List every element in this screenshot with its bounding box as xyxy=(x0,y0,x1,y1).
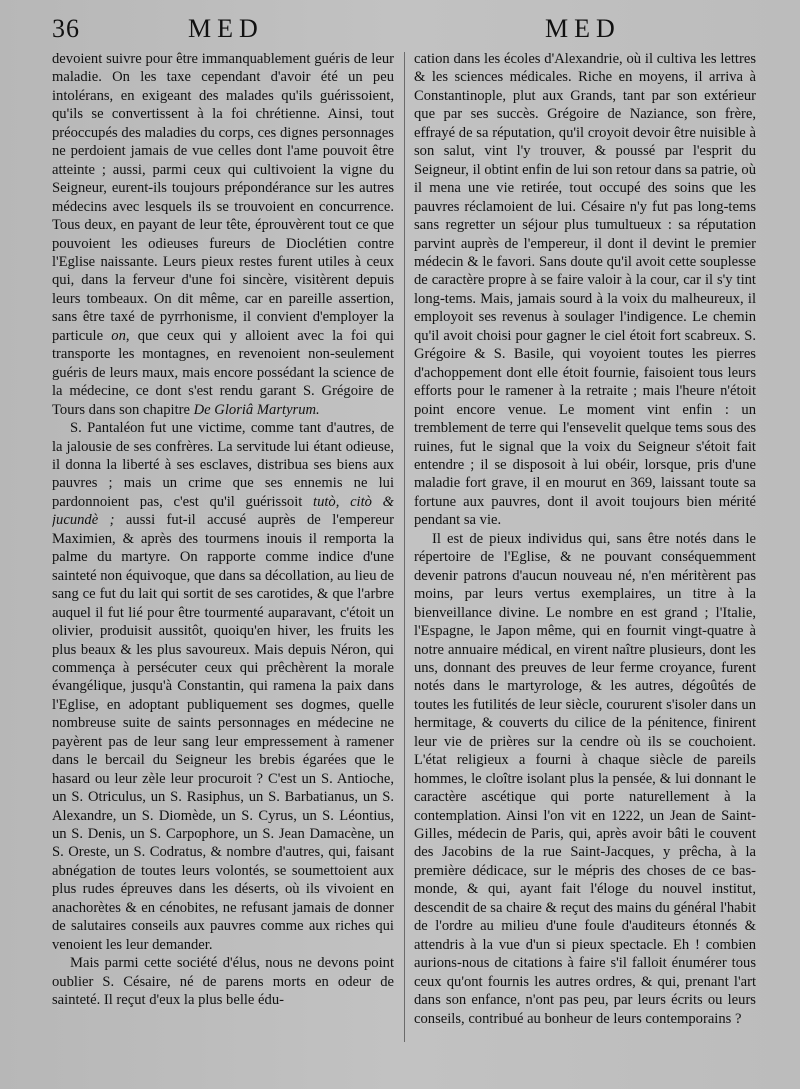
running-header xyxy=(0,14,800,50)
paragraph: devoient suivre pour être immanquablement guéris de leur maladie. On les taxe cependant d'avoir été un peu intolérans, en exigeant des malades qu'ils guérissoient, qu'ils se convertissent à la foi chrétienne. Ainsi, tout préoccupés des maladies du corps, ces dignes personnages ne perdoient jamais de vue celles dont l'ame pouvoit être atteinte ; aussi, parmi ceux qui cultivoient la vigne du Seigneur, eurent-ils toujours prépondérance sur les autres médecins avec lesquels ils se trouvoient en concurrence. Tous deux, en payant de leur tête, éprouvèrent tout ce que pouvoient les odieuses fureurs de Dioclétien contre l'Eglise naissante. Leurs pieux restes furent utiles à ceux qui, dans la ferveur d'une foi sincère, visitèrent depuis leurs tombeaux. On dit même, car en pareille assertion, sans être taxé de pyrrhonisme, il convient d'employer la particule on, que ceux qui y alloient avec la foi qui transporte les montagnes, en revenoient non-seulement guéris de leurs maux, mais encore possédant la science de la médecine, ce dont s'est rendu garant S. Grégoire de Tours dans son chapitre De Gloriâ Martyrum. xyxy=(52,51,394,418)
header-right-title: MED xyxy=(545,14,621,43)
paragraph: Mais parmi cette société d'élus, nous ne devons point oublier S. Césaire, né de parens morts en odeur de sainteté. Il reçut d'eux la plus belle édu- xyxy=(52,955,394,1009)
paragraph: cation dans les écoles d'Alexandrie, où il cultiva les lettres & les sciences médicales. Riche en moyens, il arriva à Constantinople, plut aux Grands, tant par son extérieur que par ses succès. Grégoire de Naziance, son frère, effrayé de sa réputation, qu'il croyoit devoir être nuisible à son salut, vint l'y trouver, & poussé par l'esprit du Seigneur, il obtint enfin de lui son retour dans sa patrie, où il mena une vie retirée, tout occupé des soins que les pauvres réclamoient de lui. Césaire n'y fut pas long-tems sans regretter un séjour plus tumultueux : sa réputation parvint auprès de l'empereur, il dont il devint le premier médecin & le favori. Sans doute qu'il avoit cette souplesse de caractère propre à se faire valoir à la cour, car il s'y tint long-tems. Mais, jamais sourd à la voix du malheureux, il employoit ses revenus à soulager l'indigence. Le chemin qu'il avoit choisi pour gagner le ciel étoit fort scabreux. S. Grégoire & S. Basile, qui voyoient toutes les pierres d'achoppement dont elle étoit fournie, faisoient tous leurs efforts pour le ramener à la retraite ; mais l'heure n'étoit point encore venue. Le moment vint enfin : un tremblement de terre qui l'ensevelit quelque tems sous des ruines, fut le signal que la voix du Seigneur s'étoit fait entendre ; il se disposoit à lui obéir, lorsque, pris d'une maladie fort grave, il en mourut en 369, laissant toute sa fortune aux pauvres, dont il avoit toujours bien mérité pendant sa vie. xyxy=(414,51,756,529)
paragraph: Il est de pieux individus qui, sans être notés dans le répertoire de l'Eglise, & ne pouvant conséquemment devenir patrons d'aucun nouveau né, n'en méritèrent pas moins, par leurs vertus exemplaires, un titre à la bienveillance divine. Le nombre en est grand ; l'Italie, l'Espagne, le Japon même, qui en fournit vingt-quatre à notre annuaire médical, en virent naître plusieurs, dont les uns, donnant des preuves de leur ferme croyance, furent notés dans le martyrologe, & les autres, dégoûtés de toutes les futilités de leur siècle, coururent s'isoler dans un hermitage, & couverts du cilice de la pénitence, finirent leur vie de prières sur la cendre où ils se couchoient. L'état religieux a fourni à chaque siècle de pareils hommes, le cloître isolant plus la pensée, & lui donnant le caractère ascétique qui porte naturellement à la contemplation. Ainsi l'on vit en 1222, un Jean de Saint-Gilles, médecin de Paris, qui, après avoir bâti le couvent des Jacobins de la rue Saint-Jacques, y prêcha, à la première dédicace, sur le mépris des choses de ce bas-monde, & qui, ayant fait l'éloge du nouvel institut, descendit de sa chaire & reçut des mains du général l'habit de l'ordre au milieu d'une foule d'auditeurs étonnés & attendris à la vue d'un si pieux spectacle. Eh ! combien aurions-nous de citations à faire s'il falloit énumérer tous ceux qu'ont fournis les autres ordres, & qui, prenant l'art dans son enfance, n'ont pas peu, par leurs écrits ou leurs conseils, contribué au bonheur de leurs contemporains ? xyxy=(414,530,756,1027)
italic-title: De Gloriâ Martyrum. xyxy=(193,401,320,418)
header-left-title: MED xyxy=(188,14,264,43)
italic-text: tutò, citò & jucundè ; xyxy=(52,493,394,529)
italic-text: on xyxy=(111,327,126,344)
text-columns xyxy=(52,50,762,1060)
page-number: 36 xyxy=(52,14,80,43)
right-column xyxy=(414,50,756,1055)
paragraph: S. Pantaléon fut une victime, comme tant d'autres, de la jalousie de ses confrères. La servitude lui étant odieuse, il donna la liberté à ses esclaves, distribua ses biens aux pauvres ; mais un crime que ses ennemis ne lui pardonnoient pas, c'est qu'il guérissoit tutò, citò & jucundè ; aussi fut-il accusé auprès de l'empereur Maximien, & après des tourmens inouis il remporta la palme du martyre. On rapporte comme indice d'une sainteté non équivoque, que dans sa décollation, au lieu de sang ce fut du lait qui sortit de ses carotides, & que l'arbre auquel il fut lié pour être tourmenté auparavant, c'étoit un olivier, produisit aussitôt, quoiqu'en hiver, les fruits les plus beaux & les plus savoureux. Mais depuis Néron, qui commença à persécuter ceux qui prêchèrent la morale évangélique, jusqu'à Constantin, qui ramena la paix dans l'Eglise, en adoptant publiquement ses dogmes, quelle nombreuse suite de saints personnages en médecine ne payèrent pas de leur sang leur empressement à ramener dans le bercail du Seigneur les brebis égarées que le hasard ou leur zèle leur procuroit ? C'est un S. Antioche, un S. Otriculus, un S. Rasiphus, un S. Barbatianus, un S. Alexandre, un S. Diomède, un S. Cyrus, un S. Léontius, un S. Denis, un S. Carpophore, un S. Jean Damacène, un S. Oreste, un S. Codratus, & nombre d'autres, qui, faisant abnégation de toutes leurs volontés, se soumettoient aux plus rudes épreuves dans les déserts, où ils vivoient en anachorètes & en cénobites, ne refusant jamais de donner de salutaires conseils aux pauvres comme aux riches qui venoient les leur demander. xyxy=(52,420,394,953)
left-column xyxy=(52,50,394,1055)
